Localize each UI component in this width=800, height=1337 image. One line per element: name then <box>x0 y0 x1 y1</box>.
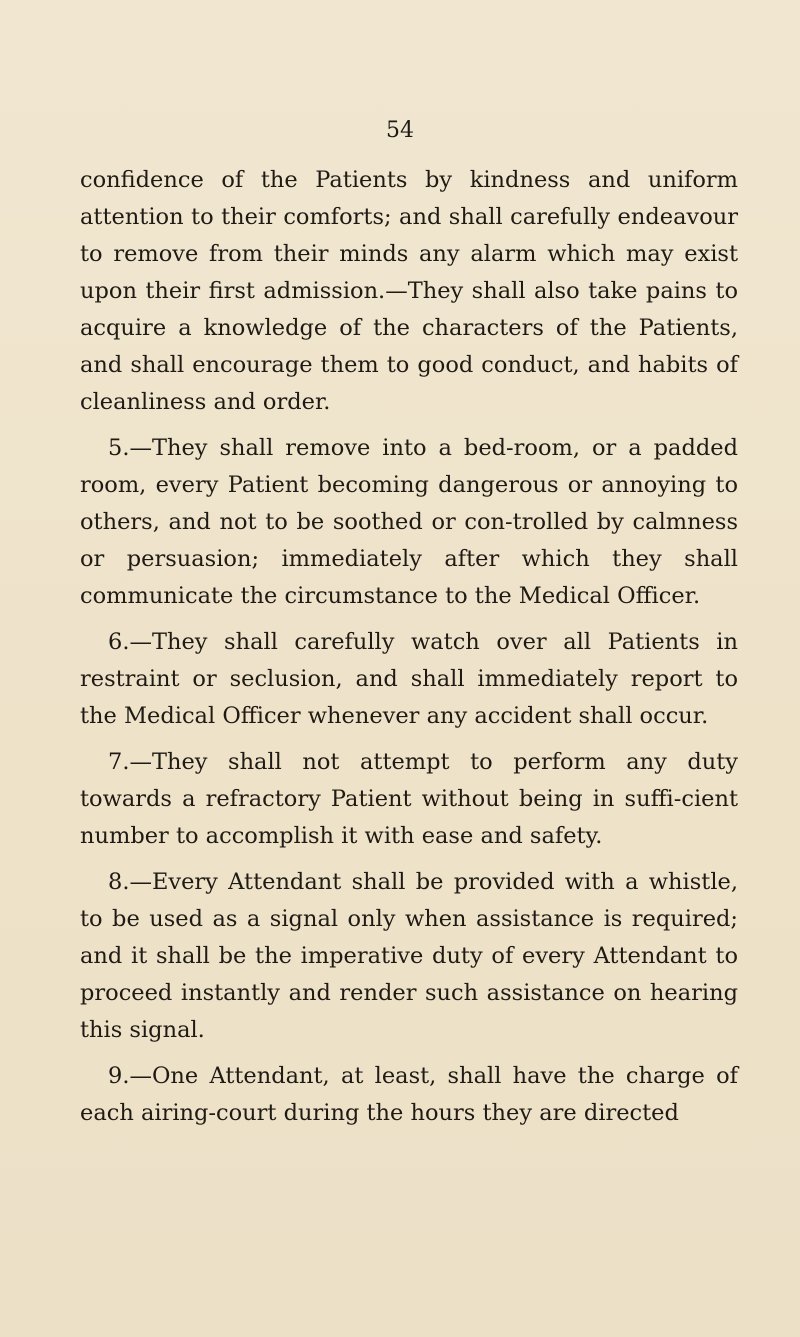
paragraph-rule-5: 5.—They shall remove into a bed-room, or a padded room, every Patient becoming dangerous or annoying to others, and not to be soothed or con-trolled by calmness or persuasion; immediately after which they shall communicate the circumstance to the Medical Officer. <box>80 435 738 609</box>
paragraph-rule-8: 8.—Every Attendant shall be provided with a whistle, to be used as a signal only when assistance is required; and it shall be the imperative duty of every Attendant to proceed instantly and render such assistance on hearing this signal. <box>80 869 738 1043</box>
paragraph-rule-6: 6.—They shall carefully watch over all Patients in restraint or seclusion, and shall immediately report to the Medical Officer whenever any accident shall occur. <box>80 629 738 729</box>
paragraph-rule-9: 9.—One Attendant, at least, shall have the charge of each airing-court during the hours they are directed <box>80 1063 738 1126</box>
paragraph-continuation: confidence of the Patients by kindness and uniform attention to their comforts; and shall carefully endeavour to remove from their minds any alarm which may exist upon their first admission.—They shall also take pains to acquire a knowledge of the characters of the Patients, and shall encourage them to good conduct, and habits of cleanliness and order. <box>80 167 738 415</box>
body-text <box>80 162 738 1132</box>
page-number: 54 <box>386 118 414 143</box>
paragraph-rule-7: 7.—They shall not attempt to perform any duty towards a refractory Patient without being in suffi-cient number to accomplish it with ease and safety. <box>80 749 738 849</box>
